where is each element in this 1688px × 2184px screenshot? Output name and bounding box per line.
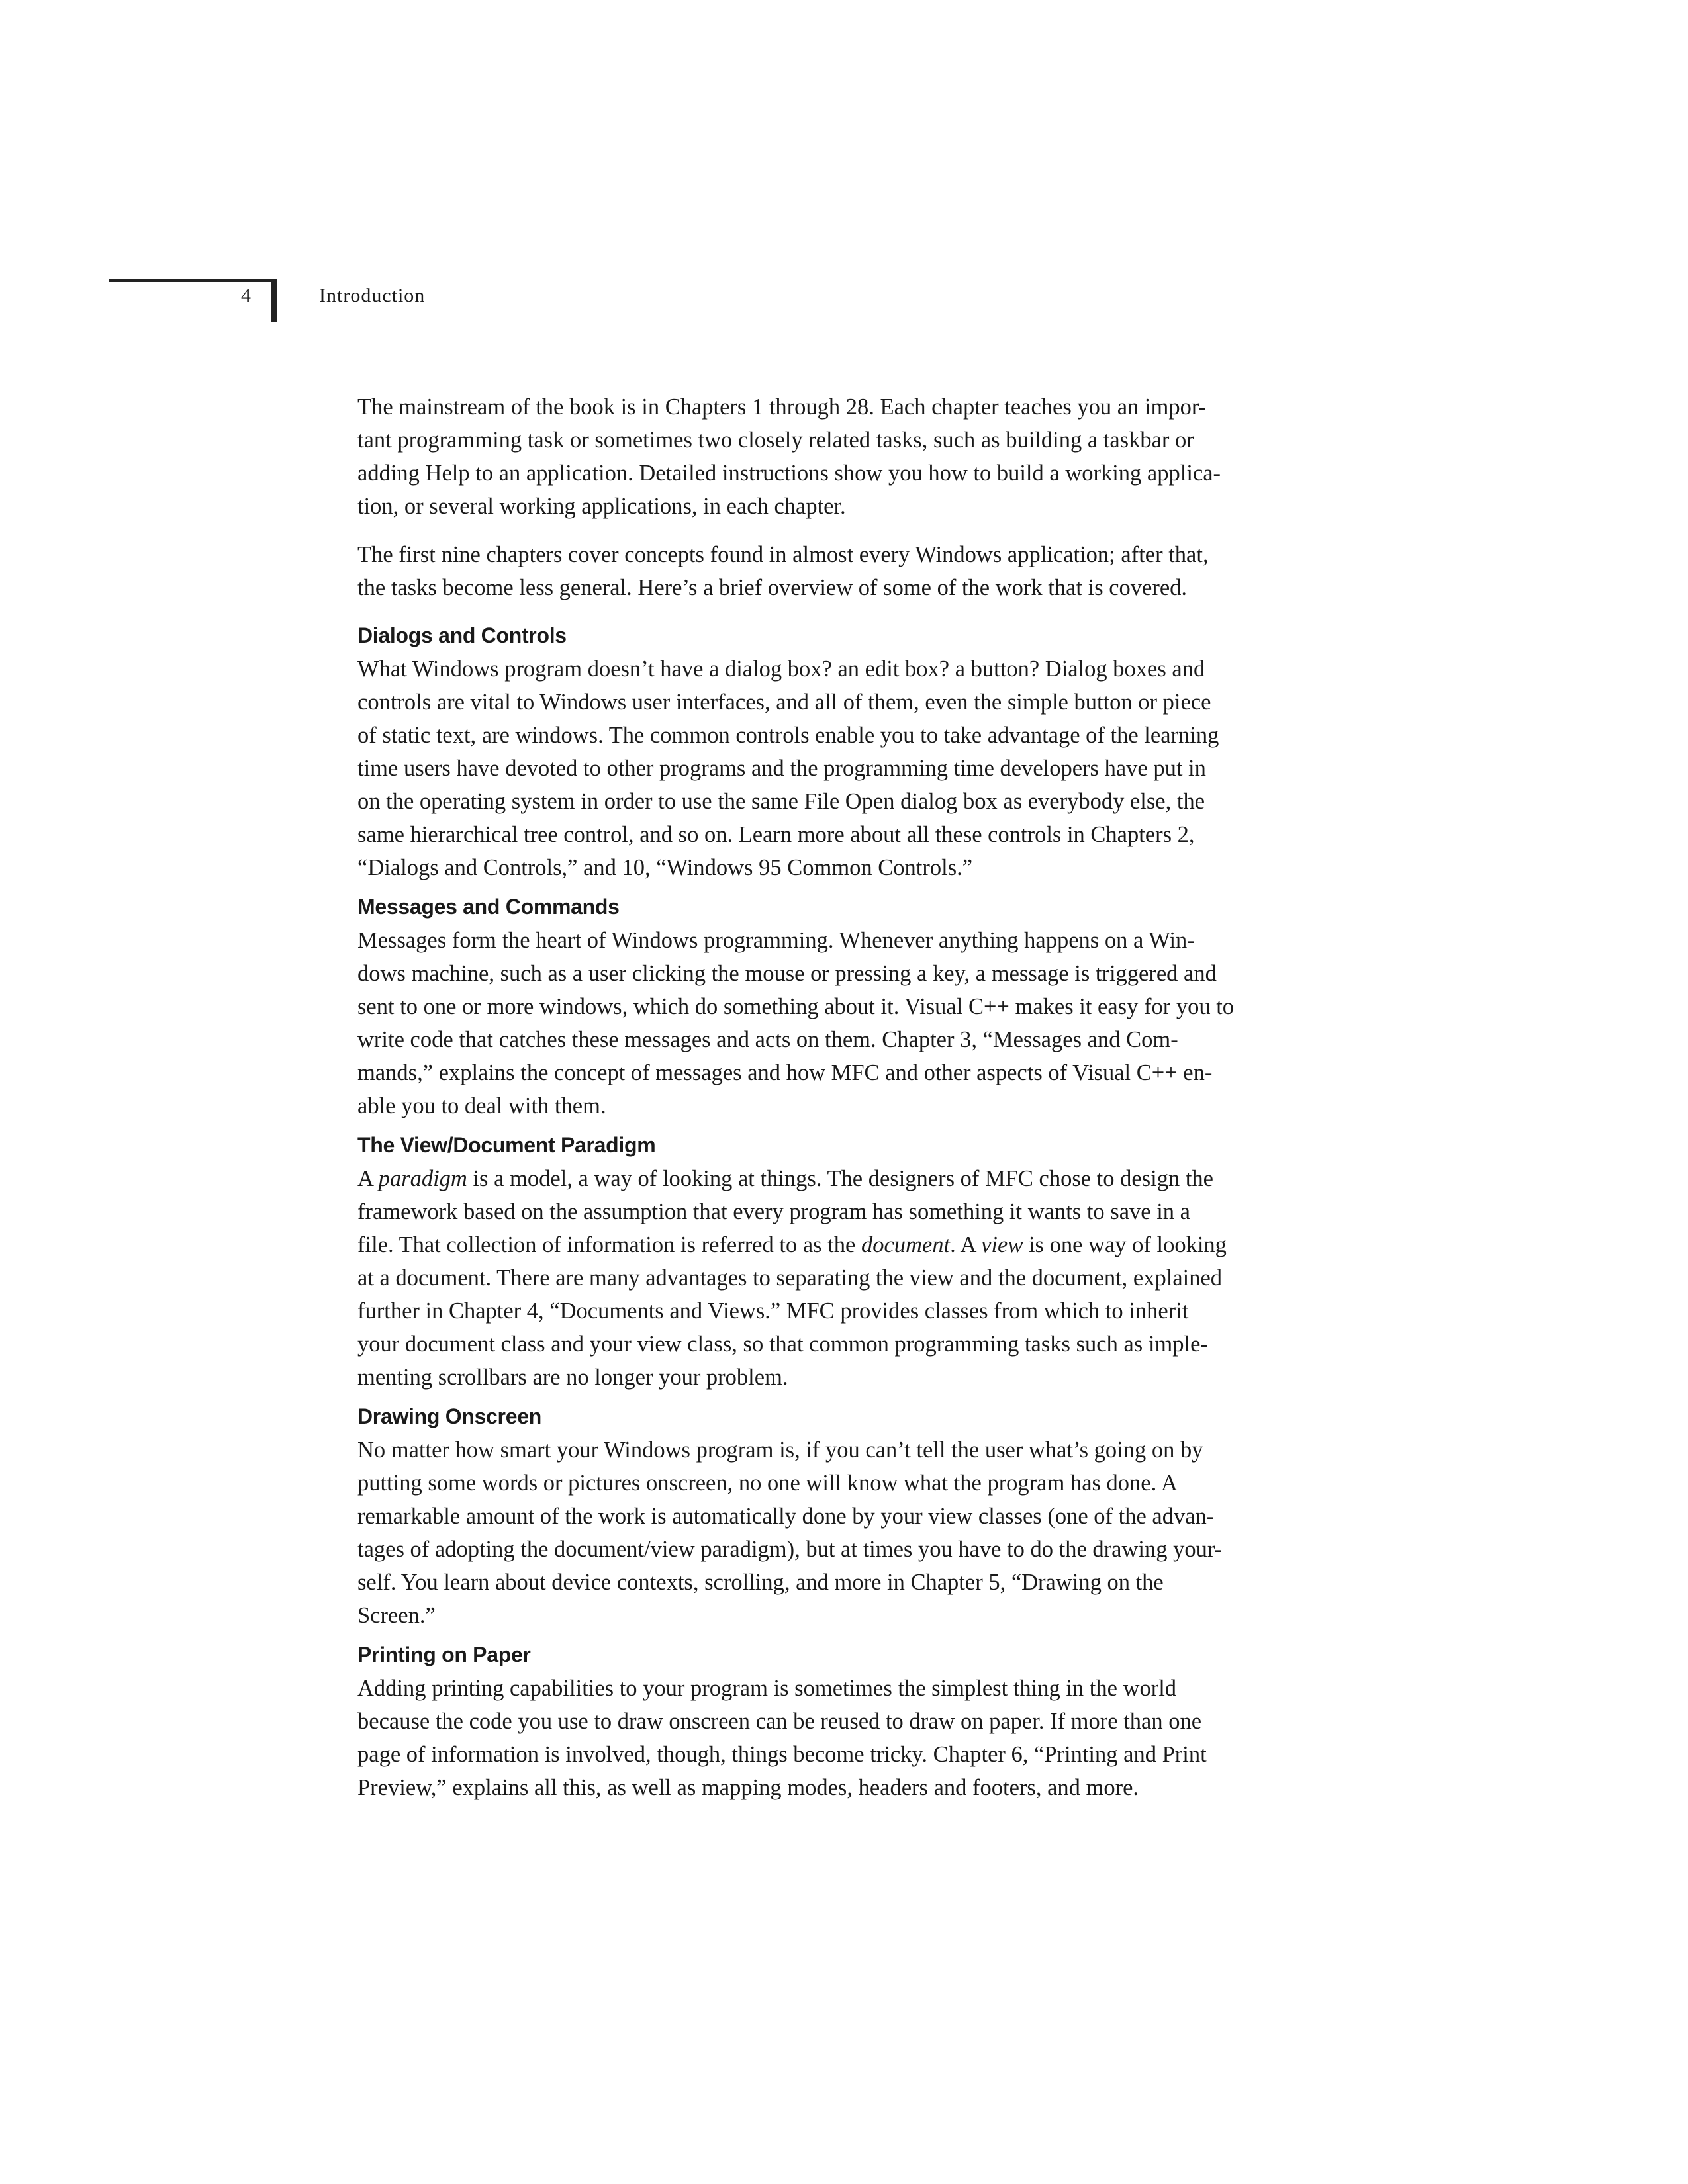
text-line: No matter how smart your Windows program is, if you can’t tell the user what’s going on by (357, 1437, 1203, 1463)
text-line: Screen.” (357, 1603, 436, 1628)
text-line: Messages form the heart of Windows programming. Whenever anything happens on a Win- (357, 928, 1195, 953)
section-heading: Printing on Paper (357, 1643, 531, 1666)
text-line: self. You learn about device contexts, scrolling, and more in Chapter 5, “Drawing on the (357, 1570, 1164, 1595)
text-line: dows machine, such as a user clicking the mouse or pressing a key, a message is triggered and (357, 961, 1217, 986)
text-line (357, 1166, 1377, 1199)
section (357, 1404, 1377, 1636)
text-line: further in Chapter 4, “Documents and Views.” MFC provides classes from which to inherit (357, 1298, 1189, 1324)
intro-paragraph (357, 394, 1377, 527)
text-line: time users have devoted to other programs and the programming time developers have put in (357, 756, 1206, 781)
text-line: page of information is involved, though, things become tricky. Chapter 6, “Printing and Print (357, 1742, 1207, 1767)
text-line: putting some words or pictures onscreen, no one will know what the program has done. A (357, 1471, 1178, 1496)
header-rule (109, 279, 275, 282)
text-segment: file. That collection of information is referred to as the (357, 1232, 861, 1257)
text-line: your document class and your view class, so that common programming tasks such as imple- (357, 1332, 1208, 1357)
page-body (357, 394, 1377, 1808)
text-line: same hierarchical tree control, and so on. Learn more about all these controls in Chapters 2, (357, 822, 1195, 847)
section-heading: Messages and Commands (357, 895, 620, 919)
running-title: Introduction (319, 285, 426, 306)
text-line: because the code you use to draw onscreen can be reused to draw on paper. If more than one (357, 1709, 1202, 1734)
page-number: 4 (241, 285, 251, 306)
section (357, 1643, 1377, 1808)
header-bar (271, 279, 277, 322)
italic-term: view (981, 1232, 1023, 1257)
text-line: Adding printing capabilities to your program is sometimes the simplest thing in the world (357, 1676, 1177, 1701)
text-segment: . A (950, 1232, 982, 1257)
section (357, 623, 1377, 888)
text-line (357, 1232, 1377, 1265)
text-line: sent to one or more windows, which do something about it. Visual C++ makes it easy for you to (357, 994, 1235, 1019)
text-line: on the operating system in order to use the same File Open dialog box as everybody else, the (357, 789, 1205, 814)
italic-term: paradigm (378, 1166, 467, 1191)
text-line: controls are vital to Windows user interfaces, and all of them, even the simple button or piece (357, 690, 1211, 715)
text-segment: is one way of looking (1023, 1232, 1227, 1257)
intro-paragraph (357, 542, 1377, 608)
section-heading: The View/Document Paradigm (357, 1133, 656, 1157)
section-heading: Dialogs and Controls (357, 623, 567, 647)
text-line: The mainstream of the book is in Chapters 1 through 28. Each chapter teaches you an impor- (357, 394, 1207, 420)
text-line: Preview,” explains all this, as well as mapping modes, headers and footers, and more. (357, 1775, 1139, 1800)
text-line: “Dialogs and Controls,” and 10, “Windows 95 Common Controls.” (357, 855, 973, 880)
text-line: tages of adopting the document/view paradigm), but at times you have to do the drawing your- (357, 1537, 1223, 1562)
text-line: What Windows program doesn’t have a dialog box? an edit box? a button? Dialog boxes and (357, 657, 1205, 682)
text-line: write code that catches these messages and acts on them. Chapter 3, “Messages and Com- (357, 1027, 1178, 1052)
text-line: tant programming task or sometimes two closely related tasks, such as building a taskbar or (357, 428, 1194, 453)
text-line: menting scrollbars are no longer your problem. (357, 1365, 788, 1390)
section (357, 895, 1377, 1126)
text-line: The first nine chapters cover concepts found in almost every Windows application; after that, (357, 542, 1209, 567)
text-line: at a document. There are many advantages to separating the view and the document, explained (357, 1265, 1223, 1291)
italic-term: document (861, 1232, 951, 1257)
section (357, 1133, 1377, 1398)
text-line: able you to deal with them. (357, 1093, 606, 1118)
section-heading: Drawing Onscreen (357, 1404, 541, 1428)
text-line: mands,” explains the concept of messages and how MFC and other aspects of Visual C++ en- (357, 1060, 1213, 1085)
text-segment: A (357, 1166, 379, 1191)
text-line: of static text, are windows. The common controls enable you to take advantage of the learning (357, 723, 1219, 748)
text-line: tion, or several working applications, in each chapter. (357, 494, 846, 519)
text-line: the tasks become less general. Here’s a brief overview of some of the work that is covered. (357, 575, 1188, 600)
text-line: adding Help to an application. Detailed instructions show you how to build a working applica- (357, 461, 1221, 486)
text-line: remarkable amount of the work is automatically done by your view classes (one of the advan- (357, 1504, 1215, 1529)
text-line: framework based on the assumption that every program has something it wants to save in a (357, 1199, 1190, 1224)
text-segment: is a model, a way of looking at things. The designers of MFC chose to design the (467, 1166, 1213, 1191)
